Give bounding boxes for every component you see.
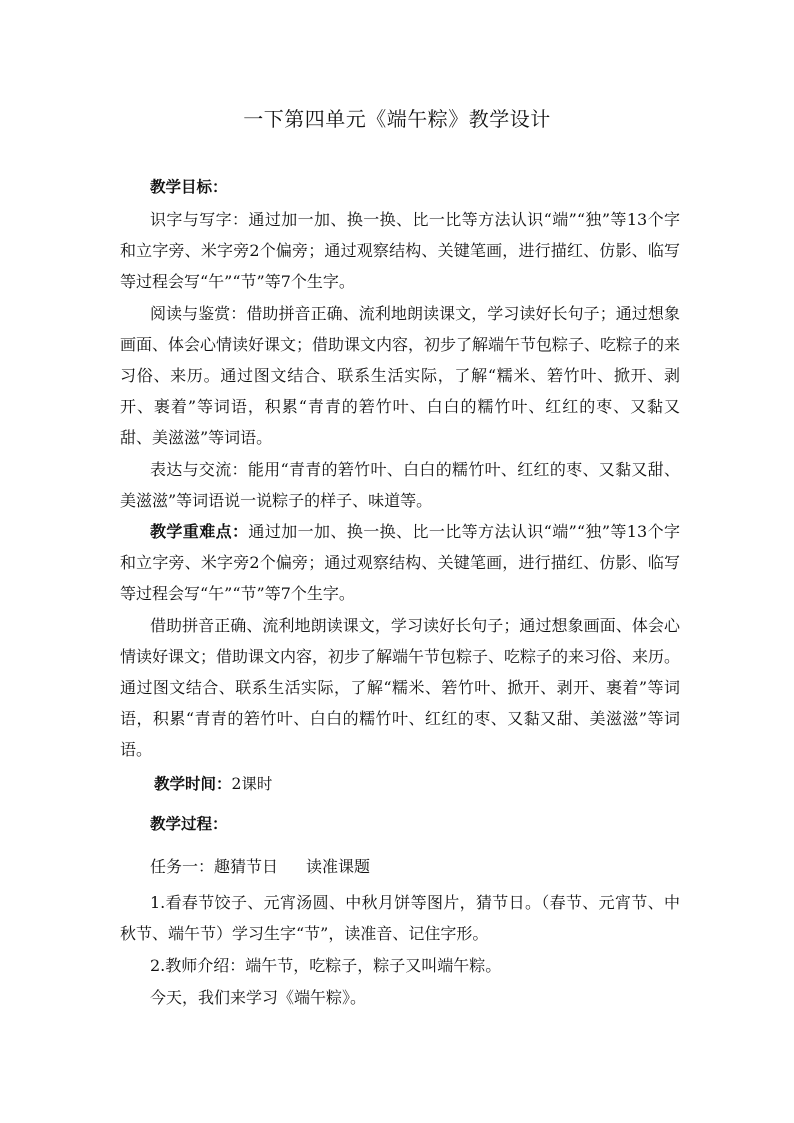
key-points-label: 教学重难点： bbox=[150, 522, 249, 541]
teaching-time-value: 2课时 bbox=[231, 775, 273, 793]
goals-heading: 教学目标： bbox=[150, 177, 228, 196]
step-two-paragraph: 2.教师介绍：端午节，吃粽子，粽子又叫端午粽。 bbox=[150, 956, 502, 975]
document-title: 一下第四单元《端午粽》教学设计 bbox=[243, 107, 551, 131]
step-three-paragraph: 今天，我们来学习《端午粽》。 bbox=[150, 988, 367, 1007]
goal-paragraph-expression: 表达与交流：能用“青青的箬竹叶、白白的糯竹叶、红红的枣、又黏又甜、美滋滋”等词语说一说粽子的样子、味道等。 bbox=[120, 460, 680, 510]
goal-paragraph-literacy: 识字与写字：通过加一加、换一换、比一比等方法认识“端”“独”等13个字和立字旁、米字旁2个偏旁；通过观察结构、关键笔画，进行描红、仿影、临写等过程会写“午”“节”等7个生字。 bbox=[120, 210, 680, 291]
key-points-text: 通过加一加、换一换、比一比等方法认识“端”“独”等13个字和立字旁、米字旁2个偏旁；通过观察结构、关键笔画，进行描红、仿影、临写等过程会写“午”“节”等7个生字。 bbox=[120, 522, 680, 603]
task-one-subtitle: 读准课题 bbox=[306, 857, 371, 876]
task-one-line bbox=[150, 854, 370, 877]
step-one-paragraph: 1.看春节饺子、元宵汤圆、中秋月饼等图片，猜节日。（春节、元宵节、中秋节、端午节）学习生字“节”，读准音、记住字形。 bbox=[120, 893, 680, 943]
key-points-paragraph-2: 借助拼音正确、流利地朗读课文，学习读好长句子；通过想象画面、体会心情读好课文；借助课文内容，初步了解端午节包粽子、吃粽子的来习俗、来历。通过图文结合、联系生活实际，了解“糯米、箬竹叶、掀开、剥开、裹着”等词语，积累“青青的箬竹叶、白白的糯竹叶、红红的枣、又黏又甜、美滋滋”等词语。 bbox=[120, 616, 681, 759]
task-one-title: 任务一：趣猜节日 bbox=[150, 857, 279, 876]
teaching-time bbox=[154, 772, 272, 794]
key-points-paragraph bbox=[120, 516, 680, 609]
process-heading: 教学过程： bbox=[150, 814, 228, 833]
goal-paragraph-reading: 阅读与鉴赏：借助拼音正确、流利地朗读课文，学习读好长句子；通过想象画面、体会心情读好课文；借助课文内容，初步了解端午节包粽子、吃粽子的来习俗、来历。通过图文结合、联系生活实际，了解“糯米、箬竹叶、掀开、剥开、裹着”等词语，积累“青青的箬竹叶、白白的糯竹叶、红红的枣、又黏又甜、美滋滋”等词语。 bbox=[120, 304, 681, 447]
teaching-time-label: 教学时间： bbox=[154, 774, 232, 793]
